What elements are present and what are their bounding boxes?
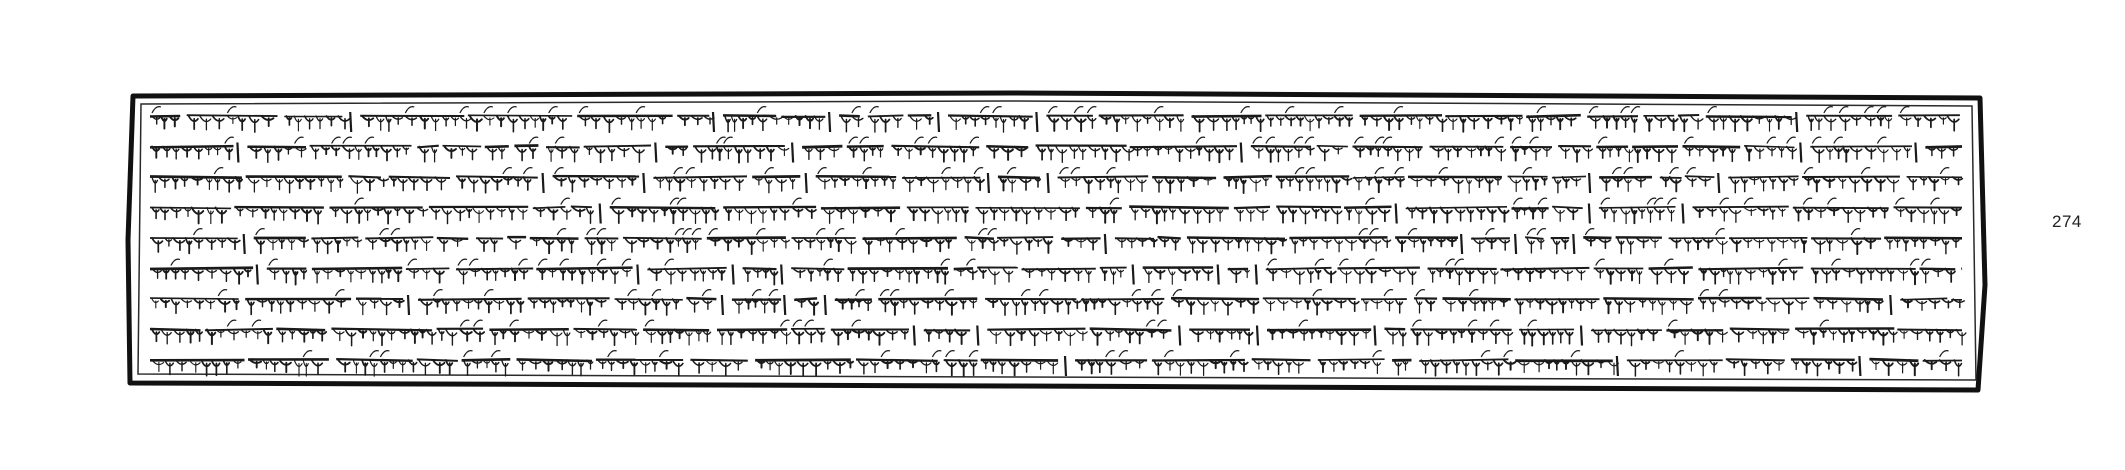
script-line	[150, 107, 1960, 133]
script-line	[150, 290, 1964, 316]
text-block	[150, 107, 1966, 377]
script-line	[150, 229, 1962, 255]
page-number: 274	[2052, 212, 2082, 231]
script-line	[150, 320, 1966, 346]
script-line	[150, 351, 1962, 377]
script-line	[150, 168, 1962, 194]
script-line	[150, 259, 1962, 285]
script-line	[150, 137, 1962, 163]
script-line	[150, 198, 1962, 224]
